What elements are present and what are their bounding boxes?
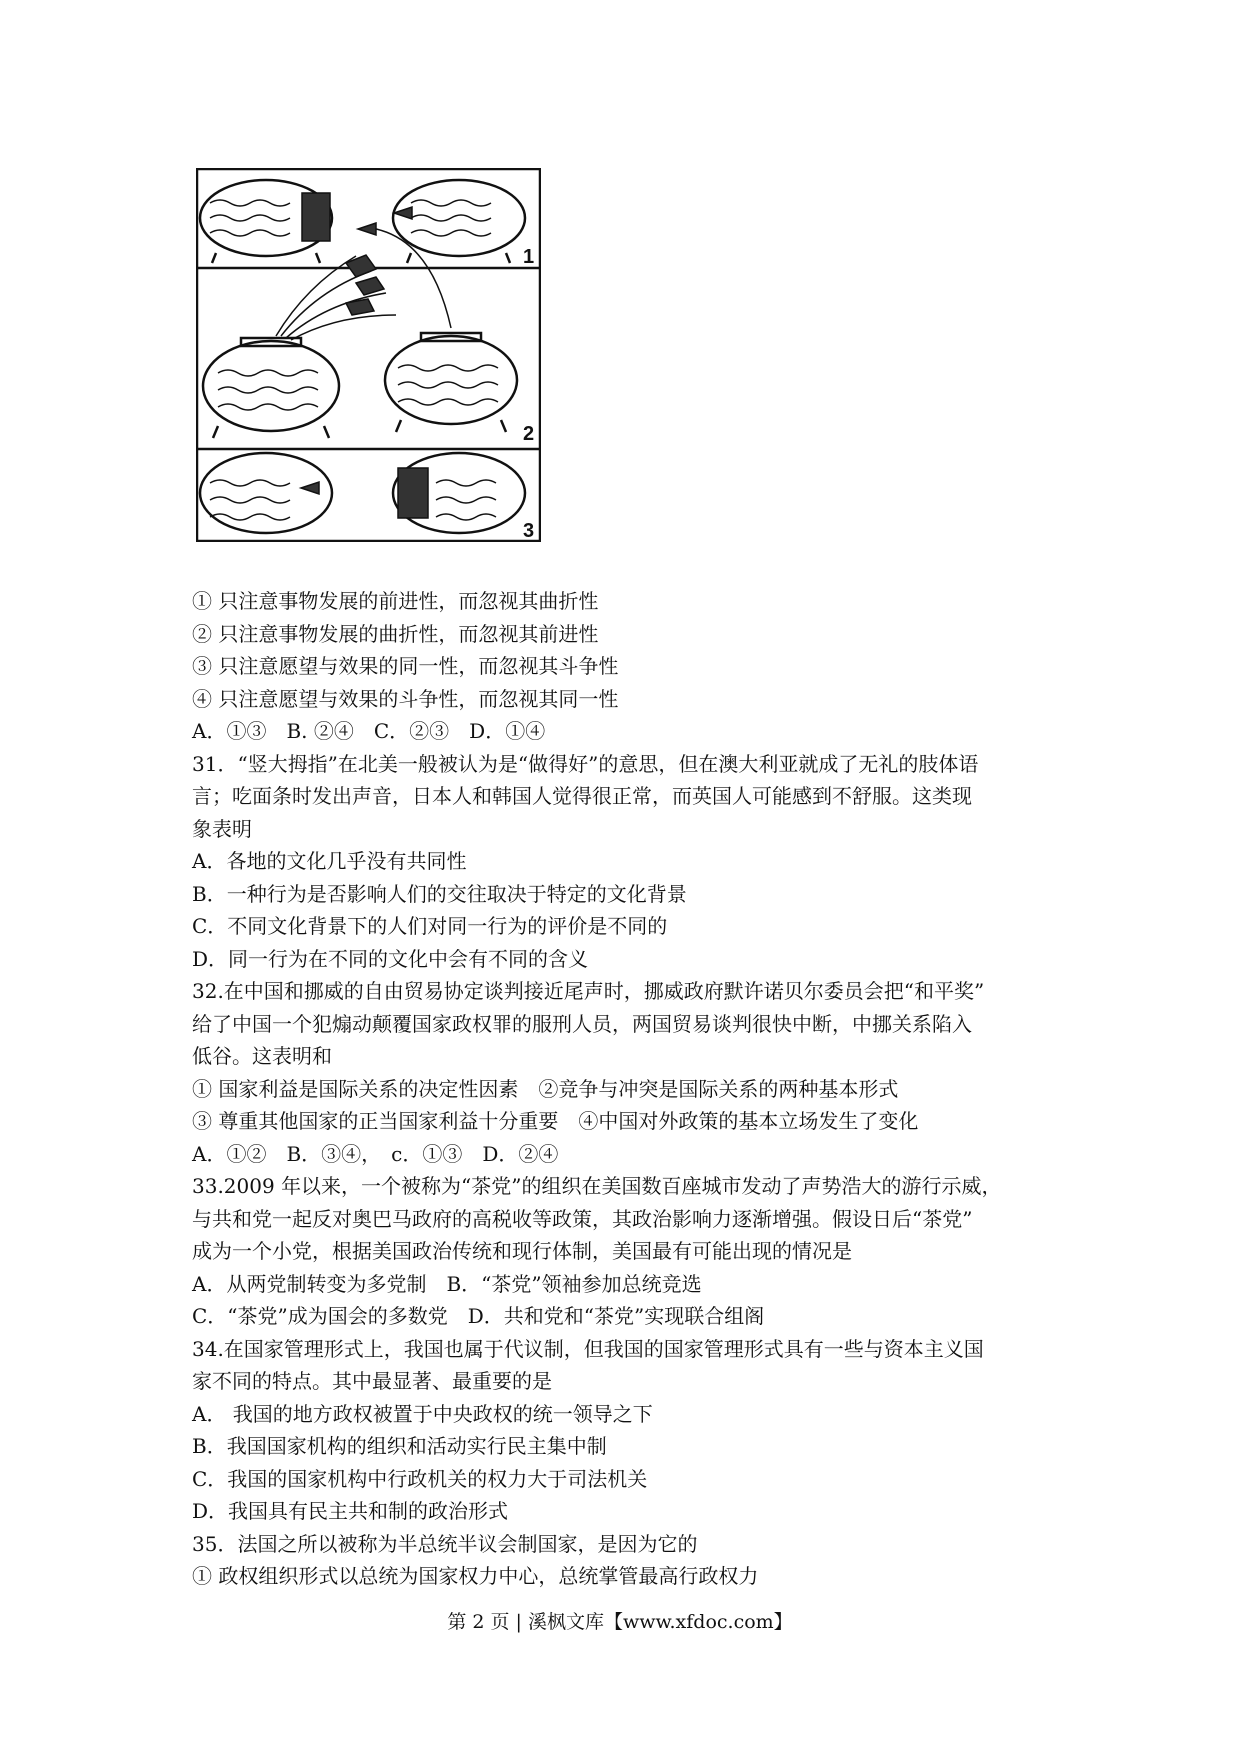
q31-stem-line-3: 象表明: [192, 816, 252, 841]
q32-stem-line-1: 32.在中国和挪威的自由贸易协定谈判接近尾声时，挪威政府默许诺贝尔委员会把“和平奖”: [192, 979, 985, 1003]
q32-options-3-4: ③ 尊重其他国家的正当国家利益十分重要 ④中国对外政策的基本立场发生了变化: [192, 1109, 919, 1133]
q34-choice-a: A． 我国的地方政权被置于中央政权的统一领导之下: [192, 1401, 653, 1426]
panel-number-1: 1: [523, 246, 535, 268]
panel-1: [200, 180, 525, 263]
q34-stem-line-2: 家不同的特点。其中最显著、最重要的是: [192, 1369, 552, 1393]
q30-choices: A．①③ B. ②④ C．②③ D．①④: [192, 719, 546, 743]
cartoon-illustration: [196, 168, 541, 542]
q33-choices-a-b: A．从两党制转变为多党制 B．“茶党”领袖参加总统竞选: [192, 1271, 702, 1296]
document-body: [192, 585, 1062, 1593]
q35-stem: 35．法国之所以被称为半总统半议会制国家，是因为它的: [192, 1531, 698, 1556]
panel-3: [200, 453, 525, 533]
q34-choice-c: C．我国的国家机构中行政机关的权力大于司法机关: [192, 1466, 648, 1491]
q34-choice-d: D．我国具有民主共和制的政治形式: [192, 1499, 509, 1523]
panel-number-3: 3: [523, 520, 535, 542]
q33-stem-line-1: 33.2009 年以来，一个被称为“茶党”的组织在美国数百座城市发动了声势浩大的游行示威，: [192, 1174, 1002, 1198]
q34-choice-b: B．我国国家机构的组织和活动实行民主集中制: [192, 1434, 607, 1458]
q31-choice-c: C．不同文化背景下的人们对同一行为的评价是不同的: [192, 914, 668, 938]
q33-choices-c-d: C．“茶党”成为国会的多数党 D．共和党和“茶党”实现联合组阁: [192, 1304, 765, 1328]
option-2: ② 只注意事物发展的曲折性，而忽视其前进性: [192, 621, 599, 646]
q31-choice-a: A．各地的文化几乎没有共同性: [192, 849, 467, 873]
q35-option-1: ① 政权组织形式以总统为国家权力中心，总统掌管最高行政权力: [192, 1564, 759, 1588]
option-3: ③ 只注意愿望与效果的同一性，而忽视其斗争性: [192, 654, 619, 678]
q34-stem-line-1: 34.在国家管理形式上，我国也属于代议制，但我国的国家管理形式具有一些与资本主义国: [192, 1336, 984, 1361]
page-footer: 第 2 页 | 溪枫文库【www.xfdoc.com】: [447, 1611, 793, 1633]
cartoon-figure: [196, 168, 541, 542]
panel-number-2: 2: [523, 423, 535, 445]
option-1: ① 只注意事物发展的前进性，而忽视其曲折性: [192, 589, 599, 613]
option-4: ④ 只注意愿望与效果的斗争性，而忽视其同一性: [192, 686, 619, 711]
q31-stem-line-1: 31．“竖大拇指”在北美一般被认为是“做得好”的意思，但在澳大利亚就成了无礼的肢体语: [192, 751, 979, 776]
q32-options-1-2: ① 国家利益是国际关系的决定性因素 ②竞争与冲突是国际关系的两种基本形式: [192, 1076, 899, 1101]
q31-choice-b: B．一种行为是否影响人们的交往取决于特定的文化背景: [192, 881, 687, 906]
q33-stem-line-3: 成为一个小党，根据美国政治传统和现行体制，美国最有可能出现的情况是: [192, 1239, 852, 1263]
q32-stem-line-2: 给了中国一个犯煽动颠覆国家政权罪的服刑人员，两国贸易谈判很快中断，中挪关系陷入: [192, 1011, 972, 1036]
q31-stem-line-2: 言；吃面条时发出声音，日本人和韩国人觉得很正常，而英国人可能感到不舒服。这类现: [192, 784, 972, 808]
q31-choice-d: D．同一行为在不同的文化中会有不同的含义: [192, 946, 589, 971]
q33-stem-line-2: 与共和党一起反对奥巴马政府的高税收等政策，其政治影响力逐渐增强。假设日后“茶党”: [192, 1206, 973, 1231]
q32-stem-line-3: 低谷。这表明和: [192, 1044, 332, 1068]
q32-choices: A．①② B．③④， c．①③ D．②④: [192, 1141, 559, 1166]
